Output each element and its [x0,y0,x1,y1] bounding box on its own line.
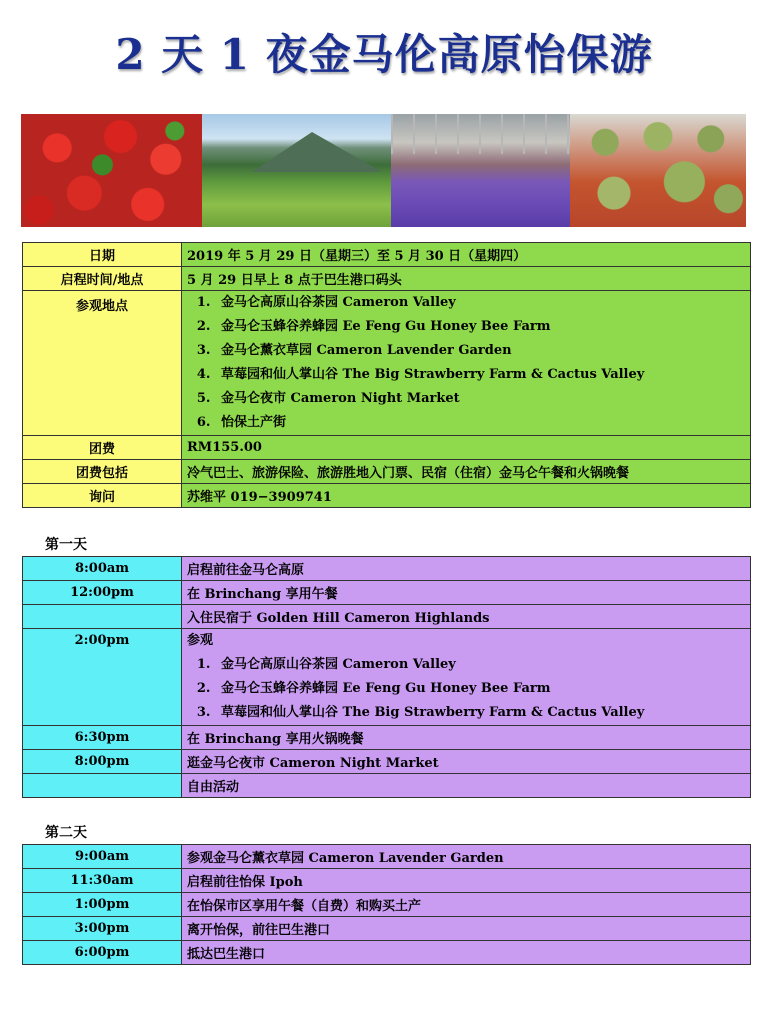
time-cell [23,605,182,629]
visit-list [187,653,750,725]
strawberry-photo [21,114,202,227]
fee-label: 团费 [23,436,182,460]
contact-label: 询问 [23,484,182,508]
activity-cell: 在 Brinchang 享用午餐 [182,581,751,605]
table-row [23,605,751,629]
activity-cell [182,629,751,726]
table-row [23,941,751,965]
list-item: 1. 金马仑高原山谷茶园 Cameron Valley [215,291,750,315]
activity-cell: 逛金马仑夜市 Cameron Night Market [182,750,751,774]
time-cell: 8:00am [23,557,182,581]
activity-cell: 启程前往怡保 Ipoh [182,869,751,893]
time-cell: 3:00pm [23,917,182,941]
activity-text: 参观 [187,633,214,648]
list-item: 6. 怡保土产街 [215,411,750,435]
table-row [23,893,751,917]
table-row [23,484,751,508]
time-cell [23,774,182,798]
time-cell: 11:30am [23,869,182,893]
list-item: 3. 草莓园和仙人掌山谷 The Big Strawberry Farm & Cactus Valley [215,701,750,725]
time-cell: 8:00pm [23,750,182,774]
list-item: 5. 金马仑夜市 Cameron Night Market [215,387,750,411]
activity-cell: 自由活动 [182,774,751,798]
day1-schedule-table [22,556,751,798]
includes-label: 团费包括 [23,460,182,484]
list-item: 4. 草莓园和仙人掌山谷 The Big Strawberry Farm & Cactus Valley [215,363,750,387]
table-row [23,436,751,460]
table-row [23,774,751,798]
time-cell: 6:00pm [23,941,182,965]
cactus-photo [570,114,746,227]
visit-label: 参观地点 [23,291,182,436]
page-title: 2 天 1 夜金马伦高原怡保游 [115,30,653,79]
table-row [23,291,751,436]
tea-plantation-photo [202,114,391,227]
trip-info-table [22,242,751,508]
table-row [23,629,751,726]
activity-cell: 入住民宿于 Golden Hill Cameron Highlands [182,605,751,629]
table-row [23,460,751,484]
date-label: 日期 [23,243,182,267]
table-row [23,557,751,581]
table-row [23,845,751,869]
activity-cell: 参观金马仑薰衣草园 Cameron Lavender Garden [182,845,751,869]
time-cell: 2:00pm [23,629,182,726]
fee-value: RM155.00 [182,436,751,460]
table-row [23,917,751,941]
depart-value: 5 月 29 日早上 8 点于巴生港口码头 [182,267,751,291]
activity-cell: 抵达巴生港口 [182,941,751,965]
activity-cell: 在怡保市区享用午餐（自费）和购买土产 [182,893,751,917]
contact-value: 苏维平 019−3909741 [182,484,751,508]
lavender-garden-photo [391,114,570,227]
table-row [23,726,751,750]
list-item: 2. 金马仑玉蜂谷养蜂园 Ee Feng Gu Honey Bee Farm [215,315,750,339]
visit-list-cell [182,291,751,436]
list-item: 2. 金马仑玉蜂谷养蜂园 Ee Feng Gu Honey Bee Farm [215,677,750,701]
time-cell: 12:00pm [23,581,182,605]
day2-heading: 第二天 [45,825,87,841]
activity-cell: 在 Brinchang 享用火锅晚餐 [182,726,751,750]
depart-label: 启程时间/地点 [23,267,182,291]
photo-banner [21,114,746,227]
table-row [23,267,751,291]
list-item: 1. 金马仑高原山谷茶园 Cameron Valley [215,653,750,677]
list-item: 3. 金马仑薰衣草园 Cameron Lavender Garden [215,339,750,363]
time-cell: 9:00am [23,845,182,869]
table-row [23,243,751,267]
table-row [23,750,751,774]
table-row [23,581,751,605]
time-cell: 6:30pm [23,726,182,750]
visit-list [187,291,750,435]
date-value: 2019 年 5 月 29 日（星期三）至 5 月 30 日（星期四） [182,243,751,267]
day1-heading: 第一天 [45,537,87,553]
activity-cell: 启程前往金马仑高原 [182,557,751,581]
day2-schedule-table [22,844,751,965]
includes-value: 冷气巴士、旅游保险、旅游胜地入门票、民宿（住宿）金马仑午餐和火锅晚餐 [182,460,751,484]
time-cell: 1:00pm [23,893,182,917]
table-row [23,869,751,893]
activity-cell: 离开怡保，前往巴生港口 [182,917,751,941]
